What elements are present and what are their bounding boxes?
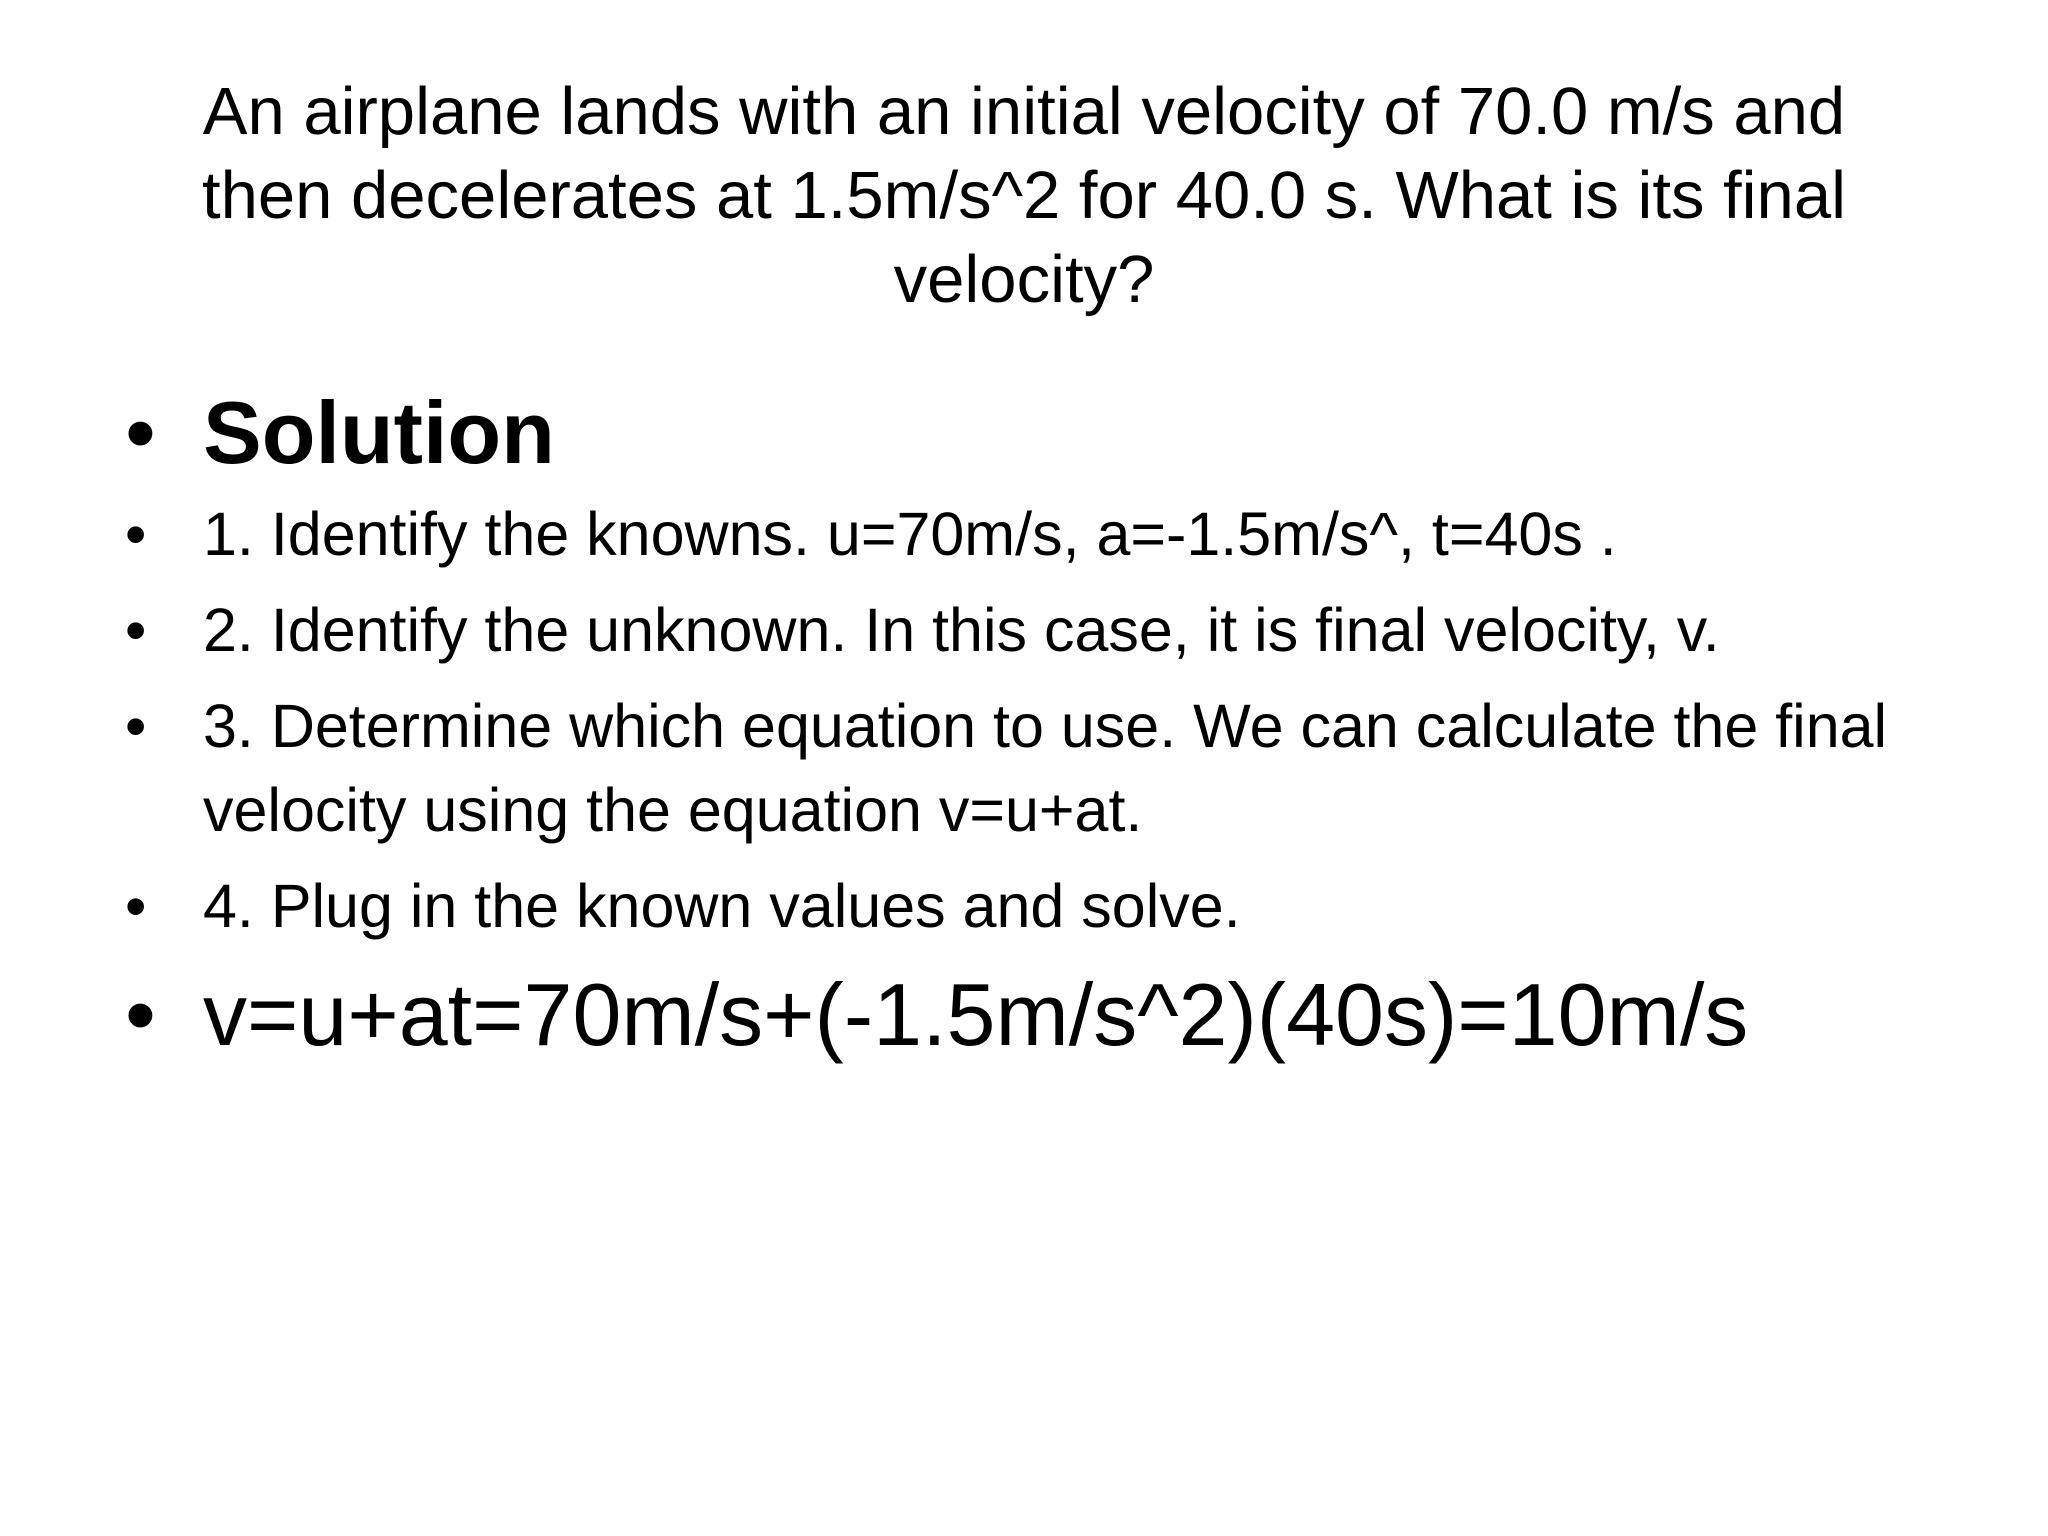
result-equation: v=u+at=70m/s+(-1.5m/s^2)(40s)=10m/s bbox=[203, 965, 1749, 1064]
bullet-list bbox=[115, 378, 1955, 1070]
step-3-text: 3. Determine which equation to use. We can calculate the final velocity using the equation v=u+at. bbox=[203, 692, 1888, 844]
bullet-step-3 bbox=[115, 684, 1903, 852]
bullet-dot-icon: • bbox=[125, 383, 156, 482]
bullet-step-1 bbox=[115, 492, 1955, 576]
bullet-dot-icon: • bbox=[125, 965, 156, 1064]
slide-title: An airplane lands with an initial velocity of 70.0 m/s and then decelerates at 1.5m/s^2 for 40.0 s. What is its final velocity? bbox=[202, 74, 1846, 317]
bullet-solution-heading bbox=[115, 378, 1955, 488]
bullet-dot-icon: • bbox=[125, 500, 147, 568]
bullet-dot-icon: • bbox=[125, 872, 147, 940]
solution-heading: Solution bbox=[203, 383, 555, 482]
step-2-text: 2. Identify the unknown. In this case, it is final velocity, v. bbox=[203, 596, 1720, 664]
bullet-dot-icon: • bbox=[125, 596, 147, 664]
bullet-result bbox=[115, 960, 1955, 1070]
bullet-dot-icon: • bbox=[125, 692, 147, 760]
step-1-text: 1. Identify the knowns. u=70m/s, a=-1.5m/s^, t=40s . bbox=[203, 500, 1617, 568]
bullet-step-2 bbox=[115, 588, 1973, 672]
step-4-text: 4. Plug in the known values and solve. bbox=[203, 872, 1241, 940]
bullet-step-4 bbox=[115, 864, 1955, 948]
